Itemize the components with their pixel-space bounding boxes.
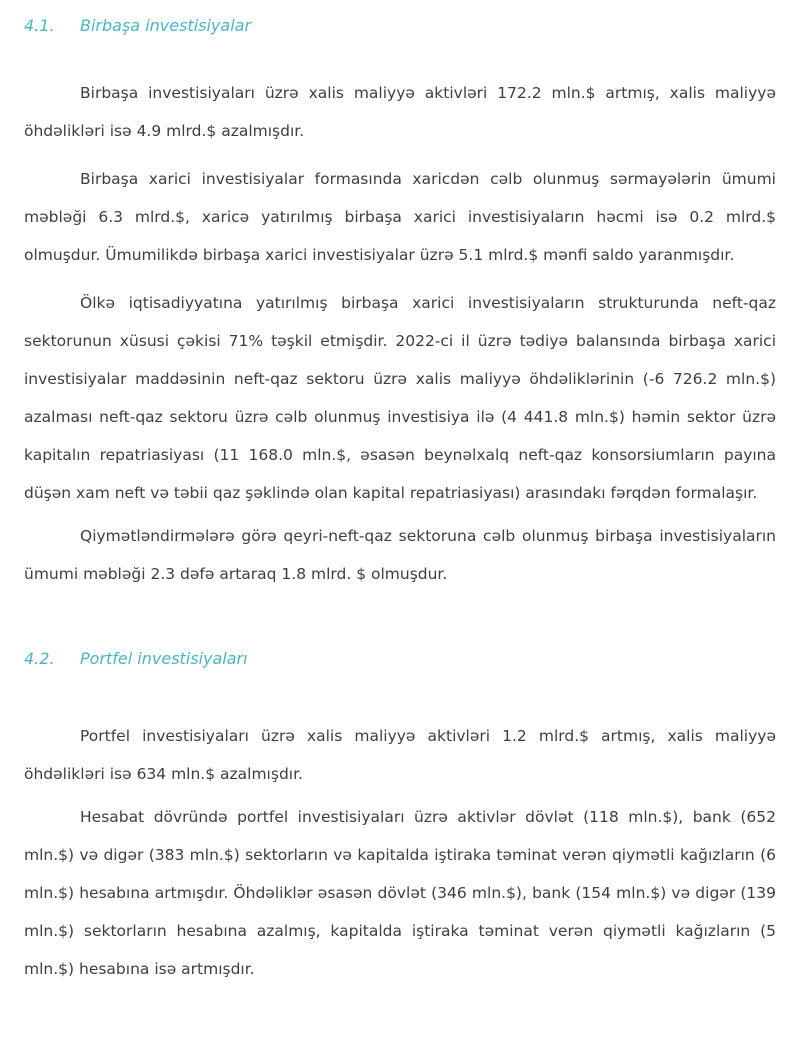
section-4-1: [24, 14, 776, 593]
section-heading: [24, 647, 776, 671]
paragraph: Hesabat dövründə portfel investisiyaları üzrə aktivlər dövlət (118 mln.$), bank (652 mln.$) və digər (383 mln.$) sektorların və kapitalda iştiraka təminat verən qiymətli kağızların (6 mln.$) hesabına artmışdır. Öhdəliklər əsasən dövlət (346 mln.$), bank (154 mln.$) və digər (139 mln.$) sektorların hesabına azalmış, kapitalda iştiraka təminat verən qiymətli kağızların (5 mln.$) hesabına isə artmışdır.: [24, 808, 776, 978]
paragraph: Portfel investisiyaları üzrə xalis maliyyə aktivləri 1.2 mlrd.$ artmış, xalis maliyyə öhdəlikləri isə 634 mln.$ azalmışdır.: [24, 727, 776, 783]
paragraph: Qiymətləndirmələrə görə qeyri-neft-qaz sektoruna cəlb olunmuş birbaşa investisiyaların ümumi məbləği 2.3 dəfə artaraq 1.8 mlrd. $ olmuşdur.: [24, 527, 776, 583]
paragraph: Birbaşa xarici investisiyalar formasında xaricdən cəlb olunmuş sərmayələrin ümumi məbləği 6.3 mlrd.$, xaricə yatırılmış birbaşa xarici investisiyaların həcmi isə 0.2 mlrd.$ olmuşdur. Ümumilikdə birbaşa xarici investisiyalar üzrə 5.1 mlrd.$ mənfi saldo yaranmışdır.: [24, 170, 776, 264]
section-4-2: [24, 647, 776, 988]
section-heading: [24, 14, 776, 38]
section-title: Portfel investisiyaları: [80, 649, 248, 668]
section-number: 4.2.: [24, 649, 55, 668]
section-number: 4.1.: [24, 16, 55, 35]
paragraph: Ölkə iqtisadiyyatına yatırılmış birbaşa xarici investisiyaların strukturunda neft-qaz sektorunun xüsusi çəkisi 71% təşkil etmişdir. 2022-ci il üzrə tədiyə balansında birbaşa xarici investisiyalar maddəsinin neft-qaz sektoru üzrə xalis maliyyə öhdəliklərinin (-6 726.2 mln.$) azalması neft-qaz sektoru üzrə cəlb olunmuş investisiya ilə (4 441.8 mln.$) həmin sektor üzrə kapitalın repatriasiyası (11 168.0 mln.$, əsasən beynəlxalq neft-qaz konsorsiumların payına düşən xam neft və təbii qaz şəklində olan kapital repatriasiyası) arasındakı fərqdən formalaşır.: [24, 294, 776, 502]
section-title: Birbaşa investisiyalar: [80, 16, 252, 35]
paragraph: Birbaşa investisiyaları üzrə xalis maliyyə aktivləri 172.2 mln.$ artmış, xalis maliyyə öhdəlikləri isə 4.9 mlrd.$ azalmışdır.: [24, 84, 776, 140]
